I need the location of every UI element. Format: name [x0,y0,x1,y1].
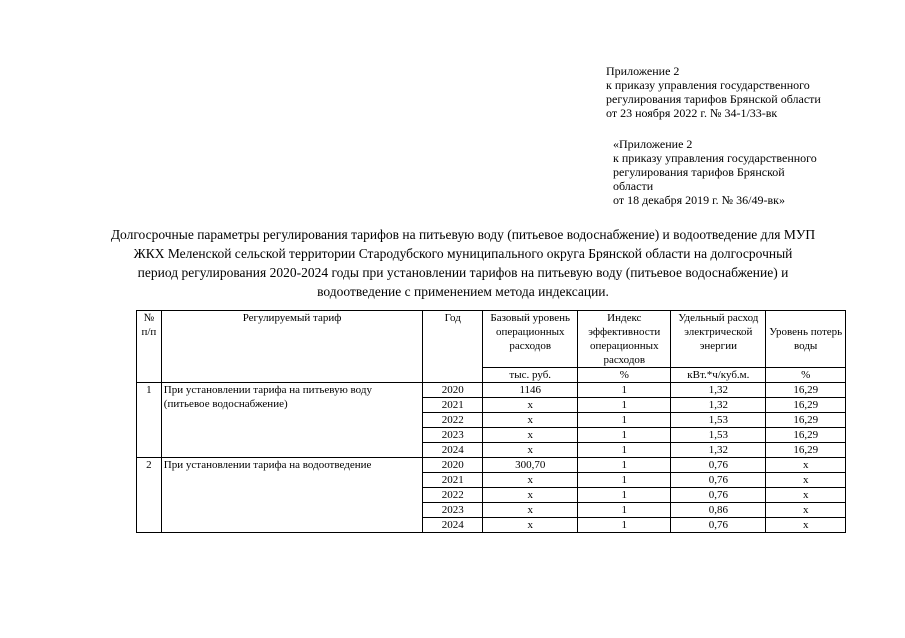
header-efficiency-index: Индекс эффективности операционных расходов [578,311,671,368]
cell-efficiency-index: 1 [578,473,671,488]
header-tariff: Регулируемый тариф [161,311,422,383]
cell-efficiency-index: 1 [578,488,671,503]
cell-electric-consumption: 1,53 [671,413,766,428]
title-line: Долгосрочные параметры регулирования тарифов на питьевую воду (питьевое водоснабжение) и водоотведение для МУП [110,227,816,242]
cell-base-opex: 300,70 [483,458,578,473]
cell-water-loss: х [766,518,846,533]
cell-efficiency-index: 1 [578,458,671,473]
header-water-loss: Уровень потерь воды [766,311,846,368]
table-row [137,383,846,398]
cell-electric-consumption: 1,32 [671,398,766,413]
appendix-line: к приказу управления государственного [606,78,810,92]
cell-efficiency-index: 1 [578,443,671,458]
appendix-line: от 18 декабря 2019 г. № 36/49-вк» [613,193,785,207]
cell-electric-consumption: 1,32 [671,383,766,398]
cell-base-opex: х [483,488,578,503]
cell-base-opex: 1146 [483,383,578,398]
row-number: 1 [137,383,162,458]
cell-electric-consumption: 0,76 [671,473,766,488]
cell-year: 2022 [423,413,483,428]
cell-efficiency-index: 1 [578,383,671,398]
cell-electric-consumption: 0,76 [671,458,766,473]
cell-base-opex: х [483,443,578,458]
unit-base-opex: тыс. руб. [483,368,578,383]
tariff-parameters-table [136,310,846,533]
cell-year: 2021 [423,398,483,413]
cell-water-loss: 16,29 [766,398,846,413]
title-line: период регулирования 2020-2024 годы при установлении тарифов на питьевую воду (питьевое водоснабжение) и [137,265,789,280]
appendix-line: «Приложение 2 [613,137,693,151]
cell-base-opex: х [483,428,578,443]
unit-efficiency-index: % [578,368,671,383]
cell-electric-consumption: 0,76 [671,518,766,533]
cell-year: 2020 [423,383,483,398]
cell-year: 2024 [423,518,483,533]
header-base-opex: Базовый уровень операционных расходов [483,311,578,368]
cell-efficiency-index: 1 [578,398,671,413]
cell-year: 2020 [423,458,483,473]
cell-water-loss: 16,29 [766,428,846,443]
cell-electric-consumption: 0,86 [671,503,766,518]
cell-year: 2023 [423,503,483,518]
cell-base-opex: х [483,473,578,488]
title-line: ЖКХ Меленской сельской территории Стародубского муниципального округа Брянской области на долгосрочный [133,246,793,261]
tariff-name: При установлении тарифа на питьевую воду (питьевое водоснабжение) [161,383,422,458]
appendix-header-previous [613,137,817,207]
cell-base-opex: х [483,413,578,428]
cell-water-loss: 16,29 [766,413,846,428]
header-electric-consumption: Удельный расход электрической энергии [671,311,766,368]
table-row [137,458,846,473]
appendix-header-current [606,64,821,120]
cell-electric-consumption: 1,53 [671,428,766,443]
tariff-name: При установлении тарифа на водоотведение [161,458,422,533]
cell-efficiency-index: 1 [578,413,671,428]
cell-base-opex: х [483,398,578,413]
cell-water-loss: х [766,503,846,518]
appendix-line: области [613,179,654,193]
cell-year: 2024 [423,443,483,458]
cell-efficiency-index: 1 [578,518,671,533]
cell-electric-consumption: 1,32 [671,443,766,458]
header-year: Год [423,311,483,383]
cell-base-opex: х [483,518,578,533]
cell-year: 2022 [423,488,483,503]
cell-water-loss: х [766,488,846,503]
cell-water-loss: х [766,473,846,488]
cell-water-loss: 16,29 [766,383,846,398]
title-line: водоотведение с применением метода индексации. [317,284,609,299]
cell-water-loss: 16,29 [766,443,846,458]
appendix-line: Приложение 2 [606,64,680,78]
unit-electric-consumption: кВт.*ч/куб.м. [671,368,766,383]
header-row [137,311,846,368]
table-body [137,383,846,533]
header-number: № п/п [137,311,162,383]
cell-base-opex: х [483,503,578,518]
unit-water-loss: % [766,368,846,383]
appendix-line: регулирования тарифов Брянской [613,165,785,179]
cell-year: 2021 [423,473,483,488]
cell-electric-consumption: 0,76 [671,488,766,503]
document-title [78,225,848,301]
cell-efficiency-index: 1 [578,428,671,443]
cell-year: 2023 [423,428,483,443]
appendix-line: к приказу управления государственного [613,151,817,165]
row-number: 2 [137,458,162,533]
appendix-line: от 23 ноября 2022 г. № 34-1/33-вк [606,106,778,120]
cell-efficiency-index: 1 [578,503,671,518]
cell-water-loss: х [766,458,846,473]
appendix-line: регулирования тарифов Брянской области [606,92,821,106]
